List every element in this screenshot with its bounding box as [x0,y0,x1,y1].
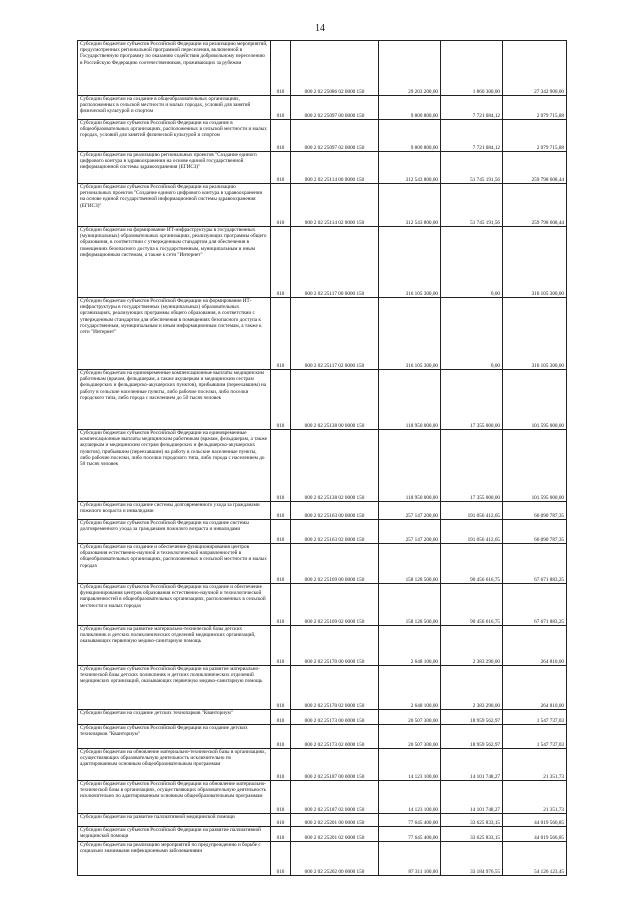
income-name-cell: Субсидии бюджетам на развитие материально-технической базы детских поликлиник и детских поликлинических отделений медицинских организаций, оказывающих первичную медико-санитарную помощь [78,626,271,666]
table-body [78,41,567,876]
approved-amount-cell: 312 543 800,00 [379,184,441,227]
approved-amount-cell: 257 147 200,00 [379,502,441,520]
admin-code-cell: 010 [271,120,291,152]
unexecuted-amount-cell: 2 079 715,88 [503,96,567,120]
classification-code-cell: 000 2 02 25201 02 0000 150 [291,827,379,842]
classification-code-cell: 000 2 02 25163 02 0000 150 [291,520,379,544]
income-name-cell: Субсидии бюджетам субъектов Российской Федерации на создание в общеобразовательных организациях, расположенных в сельской местности и малых городах, условий для занятий физической культурой и спортом [78,120,271,152]
income-name-cell: Субсидии бюджетам субъектов Российской Федерации на развитие материально-технической базы детских поликлиник и детских поликлинических отделений медицинских организаций, оказывающих первичную медико-санитарную помощь [78,666,271,710]
executed-amount-cell: 51 745 191,56 [441,152,503,184]
admin-code-cell: 010 [271,710,291,725]
table-row [78,41,567,96]
classification-code-cell: 000 2 02 25097 02 0000 150 [291,120,379,152]
classification-code-cell: 000 2 02 25202 00 0000 150 [291,842,379,876]
classification-code-cell: 000 2 02 25114 02 0000 150 [291,184,379,227]
classification-code-cell: 000 2 02 25187 00 0000 150 [291,749,379,781]
approved-amount-cell: 158 128 500,00 [379,584,441,626]
executed-amount-cell: 14 101 748,27 [441,781,503,814]
table-row [78,814,567,827]
unexecuted-amount-cell: 44 019 566,85 [503,827,567,842]
classification-code-cell: 000 2 02 25173 00 0000 150 [291,710,379,725]
table-row [78,827,567,842]
income-name-cell: Субсидии бюджетам субъектов Российской Федерации на реализацию региональных проектов "Создание единого цифрового контура в здравоохранении на основе единой государственной информационной системы здравоохранения (ЕГИСЗ)" [78,184,271,227]
executed-amount-cell: 17 355 000,00 [441,370,503,430]
income-name-cell: Субсидии бюджетам на развитие паллиативной медицинской помощи [78,814,271,827]
executed-amount-cell: 33 184 976,55 [441,842,503,876]
table-row [78,666,567,710]
executed-amount-cell: 7 721 084,12 [441,120,503,152]
executed-amount-cell: 51 745 191,56 [441,184,503,227]
classification-code-cell: 000 2 02 25201 00 0000 150 [291,814,379,827]
classification-code-cell: 000 2 02 25138 00 0000 150 [291,370,379,430]
admin-code-cell: 010 [271,96,291,120]
admin-code-cell: 010 [271,430,291,502]
executed-amount-cell: 90 456 616,75 [441,544,503,584]
admin-code-cell: 010 [271,502,291,520]
admin-code-cell: 010 [271,666,291,710]
executed-amount-cell: 2 383 290,00 [441,666,503,710]
classification-code-cell: 000 2 02 25097 00 0000 150 [291,96,379,120]
unexecuted-amount-cell: 27 342 900,00 [503,41,567,96]
executed-amount-cell: 0,00 [441,227,503,298]
admin-code-cell: 010 [271,544,291,584]
classification-code-cell: 000 2 02 25114 00 0000 150 [291,152,379,184]
admin-code-cell: 010 [271,41,291,96]
classification-code-cell: 000 2 02 25187 02 0000 150 [291,781,379,814]
executed-amount-cell: 191 056 412,65 [441,520,503,544]
table-row [78,749,567,781]
classification-code-cell: 000 2 02 25117 02 0000 150 [291,298,379,370]
income-name-cell: Субсидии бюджетам на формирование ИТ-инфраструктуры в государственных (муниципальных) образовательных организациях, реализующих программы общего образования, в соответствии с утвержденным стандартом для обеспечения в помещениях безопасного доступа к государственным, муниципальным и иным информационным системам, а также к сети "Интернет" [78,227,271,298]
unexecuted-amount-cell: 259 798 608,44 [503,184,567,227]
admin-code-cell: 010 [271,152,291,184]
unexecuted-amount-cell: 101 595 000,00 [503,370,567,430]
executed-amount-cell: 17 355 000,00 [441,430,503,502]
unexecuted-amount-cell: 66 090 787,35 [503,520,567,544]
table-row [78,430,567,502]
unexecuted-amount-cell: 67 671 883,25 [503,544,567,584]
admin-code-cell: 010 [271,227,291,298]
executed-amount-cell: 18 959 562,97 [441,710,503,725]
table-row [78,626,567,666]
approved-amount-cell: 2 648 100,00 [379,666,441,710]
approved-amount-cell: 257 147 200,00 [379,520,441,544]
table-row [78,502,567,520]
table-row [78,725,567,749]
executed-amount-cell: 2 383 290,00 [441,626,503,666]
income-name-cell: Субсидии бюджетам субъектов Российской Федерации на обновление материально-технической базы в организациях, осуществляющих образовательную деятельность исключительно по адаптированным основным общеобразовательным программам [78,781,271,814]
table-row [78,298,567,370]
classification-code-cell: 000 2 02 25163 00 0000 150 [291,502,379,520]
classification-code-cell: 000 2 02 25117 00 0000 150 [291,227,379,298]
unexecuted-amount-cell: 21 351,73 [503,781,567,814]
income-name-cell: Субсидии бюджетам на создание в общеобразовательных организациях, расположенных в сельской местности и малых городах, условий для занятий физической культурой и спортом [78,96,271,120]
unexecuted-amount-cell: 2 079 715,88 [503,120,567,152]
approved-amount-cell: 312 543 800,00 [379,152,441,184]
executed-amount-cell: 14 101 748,27 [441,749,503,781]
admin-code-cell: 010 [271,842,291,876]
executed-amount-cell: 33 625 833,15 [441,827,503,842]
approved-amount-cell: 77 645 400,00 [379,827,441,842]
income-name-cell: Субсидии бюджетам субъектов Российской Федерации на единовременные компенсационные выплаты медицинским работникам (врачам, фельдшерам, а также акушеркам и медицинским сестрам фельдшерских и фельдшерско-акушерских пунктов), прибывшим (переехавшим) на работу в сельские населенные пункты, либо рабочие поселки, либо поселки городского типа, либо города с населением до 50 тысяч человек [78,430,271,502]
income-name-cell: Субсидии бюджетам субъектов Российской Федерации на создание системы долговременного ухода за гражданами пожилого возраста и инвалидами [78,520,271,544]
unexecuted-amount-cell: 316 105 300,00 [503,227,567,298]
table-row [78,584,567,626]
unexecuted-amount-cell: 44 019 566,85 [503,814,567,827]
income-name-cell: Субсидии бюджетам на создание и обеспечение функционирования центров образования естественно-научной и технологической направленностей в общеобразовательных организациях, расположенных в сельской местности и малых городах [78,544,271,584]
table-row [78,842,567,876]
approved-amount-cell: 118 950 000,00 [379,370,441,430]
executed-amount-cell: 90 456 616,75 [441,584,503,626]
table-row [78,781,567,814]
classification-code-cell: 000 2 02 25169 02 0000 150 [291,584,379,626]
table-row [78,520,567,544]
approved-amount-cell: 14 123 100,00 [379,781,441,814]
approved-amount-cell: 118 950 000,00 [379,430,441,502]
approved-amount-cell: 2 648 100,00 [379,626,441,666]
unexecuted-amount-cell: 259 798 608,44 [503,152,567,184]
income-name-cell: Субсидии бюджетам на реализацию мероприятий по предупреждению и борьбе с социально значимыми инфекционными заболеваниями [78,842,271,876]
table-row [78,227,567,298]
table-row [78,544,567,584]
executed-amount-cell: 191 056 412,65 [441,502,503,520]
admin-code-cell: 010 [271,749,291,781]
approved-amount-cell: 77 645 400,00 [379,814,441,827]
approved-amount-cell: 316 105 300,00 [379,227,441,298]
unexecuted-amount-cell: 316 105 300,00 [503,298,567,370]
income-name-cell: Субсидии бюджетам на создание системы долговременного ухода за гражданами пожилого возраста и инвалидами [78,502,271,520]
income-name-cell: Субсидии бюджетам субъектов Российской Федерации на создание и обеспечение функционирования центров образования естественно-научной и технологической направленностей в общеобразовательных организациях, расположенных в сельской местности и малых городах [78,584,271,626]
admin-code-cell: 010 [271,626,291,666]
approved-amount-cell: 20 507 300,00 [379,725,441,749]
admin-code-cell: 010 [271,814,291,827]
table-row [78,120,567,152]
approved-amount-cell: 29 203 200,00 [379,41,441,96]
admin-code-cell: 010 [271,584,291,626]
executed-amount-cell: 18 959 562,97 [441,725,503,749]
income-name-cell: Субсидии бюджетам на обновление материально-технической базы в организациях, осуществляющих образовательную деятельность исключительно по адаптированным основным общеобразовательным программам [78,749,271,781]
classification-code-cell: 000 2 02 25086 02 0000 150 [291,41,379,96]
admin-code-cell: 010 [271,370,291,430]
executed-amount-cell: 33 625 833,15 [441,814,503,827]
unexecuted-amount-cell: 264 810,00 [503,666,567,710]
classification-code-cell: 000 2 02 25138 02 0000 150 [291,430,379,502]
executed-amount-cell: 1 860 300,00 [441,41,503,96]
income-name-cell: Субсидии бюджетам субъектов Российской Федерации на развитие паллиативной медицинской помощи [78,827,271,842]
classification-code-cell: 000 2 02 25170 00 0000 150 [291,626,379,666]
executed-amount-cell: 7 721 084,12 [441,96,503,120]
approved-amount-cell: 20 507 300,00 [379,710,441,725]
approved-amount-cell: 9 800 800,00 [379,120,441,152]
income-name-cell: Субсидии бюджетам субъектов Российской Федерации на формирование ИТ-инфраструктуры в государственных (муниципальных) образовательных организациях, реализующих программы общего образования, в соответствии с утвержденным стандартом для обеспечения в помещениях безопасного доступа к государственным, муниципальным и иным информационным системам, а также к сети "Интернет" [78,298,271,370]
unexecuted-amount-cell: 101 595 000,00 [503,430,567,502]
income-name-cell: Субсидии бюджетам субъектов Российской Федерации на создание детских технопарков "Кванториум" [78,725,271,749]
page-number: 14 [315,23,325,34]
admin-code-cell: 010 [271,184,291,227]
approved-amount-cell: 14 123 100,00 [379,749,441,781]
income-name-cell: Субсидии бюджетам субъектов Российской Федерации на реализацию мероприятий, предусмотренных региональной программой переселения, включенной в Государственную программу по оказанию содействия добровольному переселению в Российскую Федерацию соотечественников, проживающих за рубежом [78,41,271,96]
admin-code-cell: 010 [271,298,291,370]
approved-amount-cell: 158 128 500,00 [379,544,441,584]
table-row [78,96,567,120]
income-name-cell: Субсидии бюджетам на создание детских технопарков "Кванториум" [78,710,271,725]
table-row [78,370,567,430]
approved-amount-cell: 9 800 800,00 [379,96,441,120]
income-name-cell: Субсидии бюджетам на реализацию региональных проектов "Создание единого цифрового контура в здравоохранении на основе единой государственной информационной системы здравоохранения (ЕГИСЗ)" [78,152,271,184]
unexecuted-amount-cell: 54 126 123,45 [503,842,567,876]
unexecuted-amount-cell: 21 351,73 [503,749,567,781]
admin-code-cell: 010 [271,781,291,814]
unexecuted-amount-cell: 67 671 883,25 [503,584,567,626]
classification-code-cell: 000 2 02 25173 02 0000 150 [291,725,379,749]
approved-amount-cell: 316 105 300,00 [379,298,441,370]
unexecuted-amount-cell: 1 547 737,03 [503,710,567,725]
unexecuted-amount-cell: 1 547 737,03 [503,725,567,749]
income-name-cell: Субсидии бюджетам на единовременные компенсационные выплаты медицинским работникам (врачам, фельдшерам, а также акушеркам и медицинским сестрам фельдшерских и фельдшерско-акушерских пунктов), прибывшим (переехавшим) на работу в сельские населенные пункты, либо рабочие поселки, либо поселки городского типа, либо города с населением до 50 тысяч человек [78,370,271,430]
budget-table [77,40,567,876]
approved-amount-cell: 87 311 100,00 [379,842,441,876]
table-row [78,152,567,184]
table-row [78,710,567,725]
executed-amount-cell: 0,00 [441,298,503,370]
admin-code-cell: 010 [271,725,291,749]
table-row [78,184,567,227]
admin-code-cell: 010 [271,520,291,544]
classification-code-cell: 000 2 02 25169 00 0000 150 [291,544,379,584]
classification-code-cell: 000 2 02 25170 02 0000 150 [291,666,379,710]
admin-code-cell: 010 [271,827,291,842]
unexecuted-amount-cell: 66 090 787,35 [503,502,567,520]
unexecuted-amount-cell: 264 810,00 [503,626,567,666]
